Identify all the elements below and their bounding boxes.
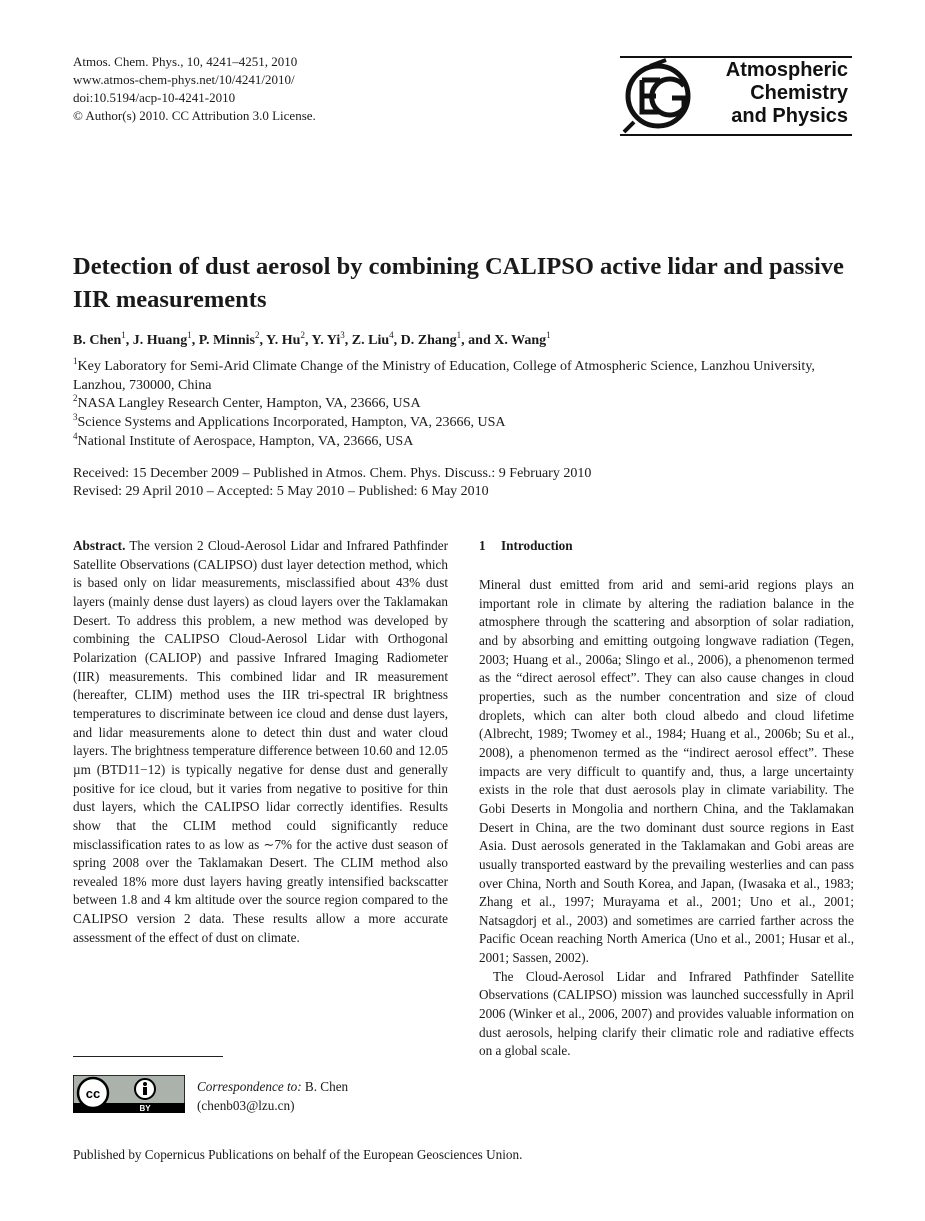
author-separator: ,	[344, 333, 352, 348]
page-footer: Published by Copernicus Publications on behalf of the European Geosciences Union.	[73, 1147, 523, 1162]
journal-name-line3: and Physics	[731, 105, 848, 127]
intro-paragraph-1: Mineral dust emitted from arid and semi-arid regions plays an important role in climate by altering the radiation balance in the atmosphere through the scattering and absorption of solar radiation, and by absorbing and emitting outgoing longwave radiation (Tegen, 2003; Huang et al., 2006a; Slingo et al., 2006), a phenomenon termed as the “direct aerosol effect”. They can also cause changes in cloud properties, such as the number concentration and size of cloud droplets, which can alter both cloud albedo and cloud lifetime (Albrecht, 1989; Twomey et al., 1984; Huang et al., 2006b; Su et al., 2008), a phenomenon termed as the “indirect aerosol effect”. These impacts are very difficult to quantify and, thus, a large uncertainty exists in the role that dust aerosols play in climate variability. The Gobi Deserts in Mongolia and northern China, and the Taklamakan Desert in China, are the two dominant dust source regions in East Asia. Dust aerosols generated in the Taklamakan and Gobi areas are usually transported eastward by the prevailing westerlies and can pass over China, North and South Korea, and Japan, (Iwasaka et al., 1983; Zhang et al., 1997; Murayama et al., 2001; Uno et al., 2001; Natsagdorj et al., 2003) and sometimes are carried farther across the Pacific Ocean reaching North America (Uno et al., 2001; Husar et al., 2001; Sassen, 2002).	[479, 577, 854, 966]
author-separator: ,	[125, 333, 133, 348]
affiliation-list	[73, 358, 863, 452]
section-heading-introduction	[479, 537, 854, 555]
journal-reference: Atmos. Chem. Phys., 10, 4241–4251, 2010	[73, 54, 298, 69]
cc-badge-text: BY	[139, 1104, 151, 1113]
affiliation-item	[73, 430, 863, 452]
egu-globe-logo-icon	[620, 56, 700, 136]
author-name: Y. Hu	[265, 333, 301, 348]
journal-logo	[620, 56, 852, 136]
article-doi[interactable]: doi:10.5194/acp-10-4241-2010	[73, 90, 236, 105]
abstract	[73, 537, 448, 947]
affiliation-number: 4	[73, 430, 78, 441]
author-separator: ,	[191, 333, 199, 348]
affiliation-text: Science Systems and Applications Incorporated, Hampton, VA, 23666, USA	[77, 415, 506, 431]
right-column	[479, 537, 854, 1061]
author-affiliation-mark: 3	[340, 330, 345, 340]
affiliation-item	[73, 358, 863, 395]
affiliation-text: Key Laboratory for Semi-Arid Climate Change of the Ministry of Education, College of Atmospheric Science, Lanzhou University, Lanzhou, 730000, China	[73, 359, 815, 393]
author-affiliation-mark: 4	[389, 330, 394, 340]
publication-dates	[73, 465, 591, 501]
author-affiliation-mark: 2	[254, 330, 260, 340]
journal-name-line1: Atmospheric	[725, 59, 848, 81]
section-number: 1	[479, 538, 486, 553]
section-title: Introduction	[501, 538, 573, 553]
correspondence-name: B. Chen	[304, 1079, 349, 1094]
author-name: Y. Yi	[311, 333, 341, 348]
footnote-divider	[73, 1056, 223, 1057]
affiliation-number: 3	[73, 412, 78, 423]
correspondence-label: Correspondence to:	[197, 1079, 302, 1094]
author-affiliation-mark: 1	[546, 330, 551, 340]
author-separator: ,	[259, 333, 266, 348]
revised-accepted-line: Revised: 29 April 2010 – Accepted: 5 May 2010 – Published: 6 May 2010	[73, 484, 489, 499]
author-affiliation-mark: 2	[300, 330, 305, 340]
received-published-line: Received: 15 December 2009 – Published in Atmos. Chem. Phys. Discuss.: 9 February 2010	[73, 466, 592, 481]
author-name: Z. Liu	[351, 333, 390, 348]
affiliation-number: 1	[73, 356, 78, 366]
author-affiliation-mark: 1	[121, 330, 126, 340]
intro-paragraph-2: The Cloud-Aerosol Lidar and Infrared Pathfinder Satellite Observations (CALIPSO) mission was launched successfully in April 2006 (Winker et al., 2006, 2007) and provides valuable information on dust aerosols, helping clarify their climatic role and radiative effects on a global scale.	[479, 968, 854, 1059]
author-name: D. Zhang	[400, 333, 457, 348]
left-column	[73, 537, 448, 947]
correspondence-note	[197, 1077, 348, 1115]
affiliation-text: NASA Langley Research Center, Hampton, VA, 23666, USA	[77, 396, 421, 412]
article-metadata	[73, 53, 316, 125]
affiliation-item	[73, 395, 863, 414]
affiliation-item	[73, 414, 863, 433]
author-name: B. Chen	[73, 333, 122, 348]
journal-name	[726, 59, 848, 128]
affiliation-text: National Institute of Aerospace, Hampton, VA, 23666, USA	[77, 433, 414, 449]
affiliation-number: 2	[73, 393, 78, 404]
author-affiliation-mark: 1	[187, 330, 192, 340]
author-name: X. Wang	[494, 333, 547, 348]
author-name: P. Minnis	[198, 333, 255, 348]
paper-title: Detection of dust aerosol by combining CALIPSO active lidar and passive IIR measurements	[73, 253, 844, 313]
author-separator: ,	[304, 333, 312, 348]
svg-text:cc: cc	[85, 1086, 101, 1101]
cc-by-license-icon[interactable]	[73, 1075, 185, 1118]
journal-name-line2: Chemistry	[750, 82, 848, 104]
abstract-label: Abstract.	[73, 538, 126, 553]
author-list	[73, 330, 551, 349]
article-url[interactable]: www.atmos-chem-phys.net/10/4241/2010/	[73, 72, 295, 87]
abstract-text: The version 2 Cloud-Aerosol Lidar and Infrared Pathfinder Satellite Observations (CALIPSO) dust layer detection method, which is based only on lidar measurements, misclassified about 43% dust layers (mainly dense dust layers) as cloud layers over the Taklamakan Desert. To address this problem, a new method was developed by combining the CALIPSO Cloud-Aerosol Lidar with Orthogonal Polarization (CALIOP) and passive Infrared Imaging Radiometer (IIR) measurements. This combined lidar and IR measurement (hereafter, CLIM) method uses the IIR tri-spectral IR brightness temperatures to discriminate between ice cloud and dense dust layers, and lidar measurements alone to detect thin dust and water cloud layers. The brightness temperature difference between 10.60 and 12.05 µm (BTD11−12) is typically negative for dense dust and generally positive for ice cloud, but it varies from negative to positive for thin dust layers, which the CALIPSO lidar correctly identifies. Results show that the CLIM method could significantly reduce misclassification rates to as low as ∼7% for the active dust season of spring 2008 over the Taklamakan Desert. The CLIM method also revealed 18% more dust layers having greatly intensified backscatter between 1.8 and 4 km altitude over the source region compared to the CALIPSO version 2 data. These results allow a more accurate assessment of the effect of dust on climate.	[73, 538, 449, 945]
author-separator: ,	[393, 333, 401, 348]
author-name: J. Huang	[132, 333, 188, 348]
author-separator: , and	[461, 333, 495, 348]
author-affiliation-mark: 1	[456, 330, 462, 340]
license-statement: © Author(s) 2010. CC Attribution 3.0 License.	[73, 108, 316, 123]
correspondence-email[interactable]: (chenb03@lzu.cn)	[197, 1098, 295, 1113]
